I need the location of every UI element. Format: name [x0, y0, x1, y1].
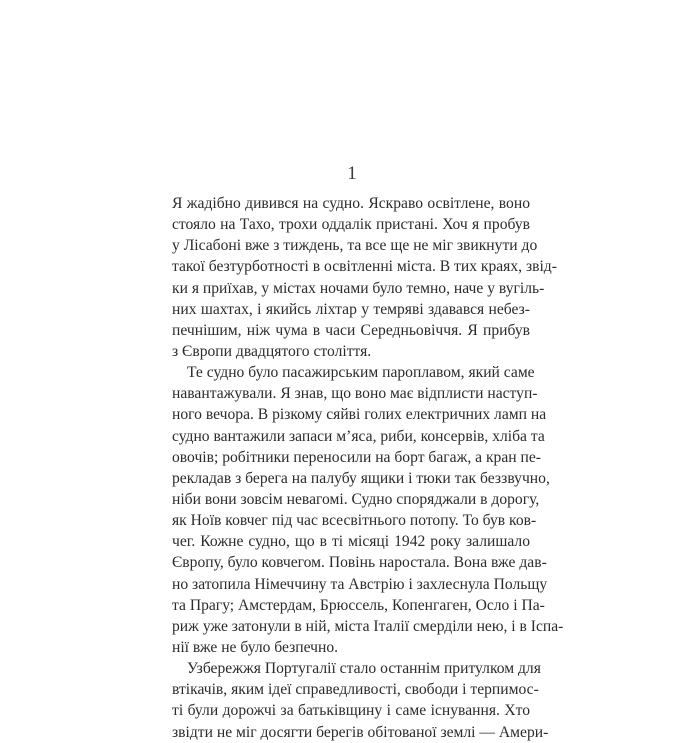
text-line: у Лісабоні вже з тиждень, та все ще не міг звикнути до	[172, 237, 538, 255]
paragraph-2	[172, 362, 564, 658]
text-line: нії вже не було безпечно.	[172, 638, 339, 656]
paragraph-3	[172, 658, 549, 743]
text-line: печнішим, ніж чума в часи Середньовіччя. Я прибув	[172, 321, 530, 339]
text-line: судно вантажили запаси м’яса, риби, консервів, хліба та	[172, 427, 545, 445]
text-line: стояло на Тахо, трохи оддалік пристані. Хоч я пробув	[172, 216, 530, 234]
text-line: ті були дорожчі за батьківщину і саме існування. Хто	[172, 702, 530, 720]
chapter-number: 1	[347, 163, 357, 184]
text-line: чег. Кожне судно, що в ті місяці 1942 року залишало	[172, 533, 530, 551]
text-line: як Ноїв ковчег під час всесвітнього потопу. То був ков-	[172, 512, 537, 530]
text-line: навантажували. Я знав, що воно має відплисти наступ-	[172, 385, 538, 403]
text-line: них шахтах, і якийсь ліхтар у темряві здавався небез-	[172, 300, 530, 318]
body-text	[172, 193, 564, 743]
text-line: риж уже затонули в ній, міста Італії смерділи нею, і в Іспа-	[172, 617, 564, 635]
text-line: втікачів, яким ідеї справедливості, свободи і терпимос-	[172, 681, 539, 699]
text-line: Європу, було ковчегом. Повінь наростала. Вона вже дав-	[172, 554, 547, 572]
text-line: звідти не міг досягти берегів обітованої землі — Амери-	[172, 723, 549, 741]
text-line: овочів; робітники переносили на борт багаж, а кран пе-	[172, 448, 541, 466]
text-line: ного вечора. В різкому сяйві голих електричних ламп на	[172, 406, 547, 424]
text-line: но затопила Німеччину та Австрію і захлеснула Польщу	[172, 575, 548, 593]
text-line: такої безтурботності в освітленні міста. В тих краях, звід-	[172, 258, 557, 276]
text-line: ніби вони зовсім невагомі. Судно споряджали в дорогу,	[172, 490, 540, 508]
text-line: ки я приїхав, у містах ночами було темно, наче у вугіль-	[172, 279, 545, 297]
text-line: з Європи двадцятого століття.	[172, 342, 372, 360]
text-line: Узбережжя Португалії стало останнім притулком для	[187, 660, 541, 678]
text-line: Я жадібно дивився на судно. Яскраво освітлене, воно	[172, 195, 530, 212]
text-line: та Прагу; Амстердам, Брюссель, Копенгаген, Осло і Па-	[172, 596, 545, 614]
text-line: Те судно було пасажирським пароплавом, який саме	[187, 364, 535, 382]
text-line: рекладав з берега на палубу ящики і тюки так беззвучно,	[172, 469, 550, 487]
paragraph-1	[172, 193, 557, 362]
